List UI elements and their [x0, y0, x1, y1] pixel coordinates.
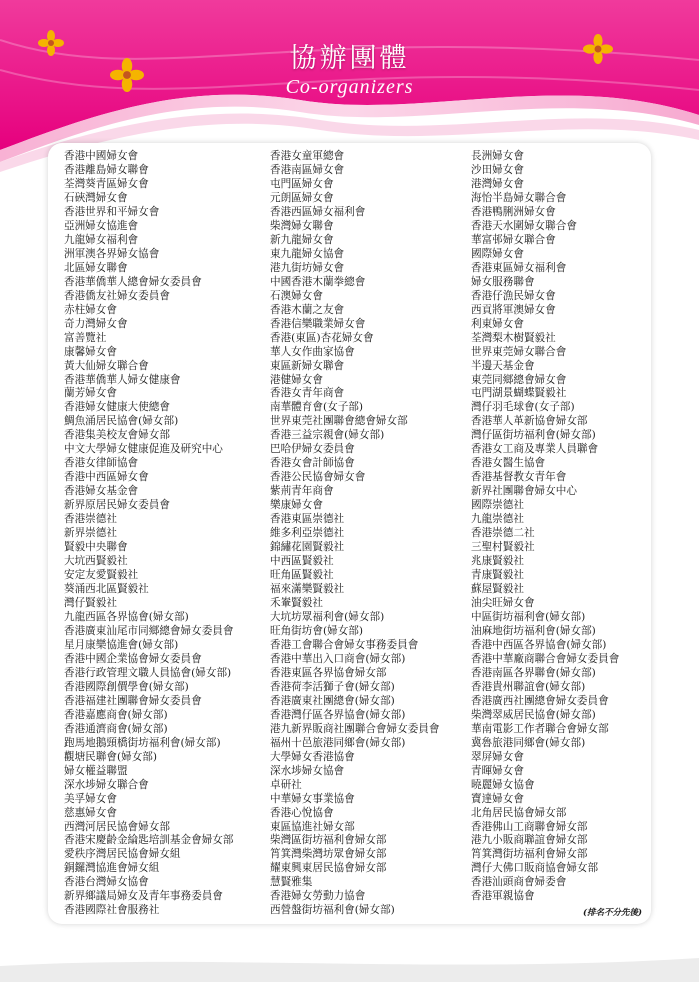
organizer-name: 黃大仙婦女聯合會: [64, 359, 149, 372]
organizer-name: 石硤灣婦女會: [64, 191, 128, 204]
organizer-name: 香港僑友社婦女委員會: [64, 289, 170, 302]
organizer-name: 港健婦女會: [270, 373, 323, 386]
organizer-name: 香港華僑華人總會婦女委員會: [64, 275, 202, 288]
organizer-name: 新九龍婦女會: [270, 233, 334, 246]
organizer-name: 柴灣翠威居民協會(婦女部): [471, 708, 596, 721]
organizer-name: 香港集美校友會婦女部: [64, 429, 170, 442]
organizer-name: 香港廣西社團總會婦女委員會: [471, 694, 609, 707]
organizer-name: 香港婦女勞動力協會: [270, 890, 366, 903]
page-title-zh: 協辦團體: [289, 43, 410, 74]
organizer-name: 港九街坊婦女會: [270, 261, 345, 274]
organizer-name: 九龍婦女福利會: [64, 233, 139, 246]
organizer-name: 鯛魚涌居民協會(婦女部): [64, 415, 179, 428]
organizer-name: 慧賢雅集: [270, 876, 313, 889]
organizer-name: 華人女作曲家協會: [270, 345, 355, 358]
organizer-name: 灣仔大佛口販商協會婦女部: [471, 862, 599, 875]
organizer-name: 錦繡花園賢毅社: [270, 541, 345, 554]
organizer-name: 大坑坊眾福利會(婦女部): [270, 610, 385, 623]
organizer-name: 香港女童軍總會: [270, 150, 345, 162]
organizer-name: 香港汕頭商會婦委會: [471, 876, 567, 889]
organizer-name: 深水埗婦女聯合會: [64, 778, 149, 791]
organizer-name: 南華體育會(女子部): [270, 401, 364, 414]
organizer-name: 華富邨婦女聯合會: [471, 233, 556, 246]
organizer-name: 觀塘民聯會(婦女部): [64, 750, 158, 763]
organizer-name: 中區街坊福利會(婦女部): [471, 610, 586, 623]
organizer-name: 元朗區婦女會: [270, 191, 334, 204]
organizer-name: 蘇屋賢毅社: [471, 583, 524, 596]
organizer-name: 香港華僑華人婦女健康會: [64, 373, 181, 386]
organizer-name: 康馨婦女會: [64, 345, 117, 358]
organizer-name: 香港廣東汕尾市同鄉總會婦女委員會: [64, 624, 234, 637]
organizer-name: 東區新婦女聯會: [270, 359, 345, 372]
organizer-name: 旺角街坊會(婦女部): [270, 624, 364, 637]
organizer-name: 新界崇德社: [64, 527, 117, 540]
organizer-name: 新界原居民婦女委員會: [64, 499, 170, 512]
page-title-en: Co-organizers: [285, 76, 414, 98]
organizer-name: 香港天水圍婦女聯合會: [471, 219, 577, 232]
organizer-name: 大坑西賢毅社: [64, 555, 128, 568]
organizer-name: 灣仔區街坊福利會(婦女部): [471, 429, 596, 442]
organizer-name: 曉麗婦女協會: [471, 778, 535, 791]
organizer-name: 安定友愛賢毅社: [64, 569, 139, 582]
organizer-name: 海怡半島婦女聯合會: [471, 191, 567, 204]
organizer-name: 中西區賢毅社: [270, 555, 334, 568]
organizer-name: 樂康婦女會: [270, 499, 323, 512]
organizer-name: 世界東莞社團聯會總會婦女部: [270, 415, 408, 428]
organizer-name: 香港女青年商會: [270, 387, 345, 400]
organizer-name: 香港通濟商會(婦女部): [64, 722, 168, 735]
organizer-name: 油尖旺婦女會: [471, 597, 535, 609]
organizer-name: 筲箕灣街坊福利會婦女部: [471, 848, 588, 861]
organizer-name: 東九龍婦女協會: [270, 247, 345, 260]
organizer-name: 婦女權益聯盟: [64, 764, 128, 777]
organizer-name: 北角居民協會婦女部: [471, 806, 567, 819]
organizer-name: 九龍西區各界協會(婦女部): [64, 610, 189, 623]
organizer-name: 香港仔漁民婦女會: [471, 289, 556, 302]
organizer-name: 翠屏婦女會: [471, 750, 524, 763]
organizer-name: 石澳婦女會: [270, 289, 323, 302]
organizer-name: 港灣婦女會: [471, 177, 524, 190]
organizer-name: 灣仔賢毅社: [64, 597, 117, 609]
organizer-name: 香港鴨脷洲婦女會: [471, 205, 556, 218]
organizer-name: 愛秩序灣居民協會婦女組: [64, 848, 181, 861]
organizer-name: 世界東莞婦女聯合會: [471, 345, 567, 358]
organizer-name: 國際崇德社: [471, 499, 524, 512]
organizer-name: 慈惠婦女會: [64, 806, 117, 819]
organizer-name: 香港南區各界聯會(婦女部): [471, 666, 596, 679]
organizer-name: 香港中西區婦女會: [64, 471, 149, 484]
organizer-name: 香港崇德二社: [471, 527, 535, 540]
organizer-name: 葵涌西北區賢毅社: [64, 583, 149, 596]
organizer-name: 香港國際社會服務社: [64, 904, 160, 917]
organizer-name: 香港中國婦女會: [64, 150, 139, 162]
organizer-name: 屯門湖景蝴蝶賢毅社: [471, 387, 567, 400]
organizer-name: 西貢將軍澳婦女會: [471, 303, 556, 316]
organizer-name: 香港中西區各界協會(婦女部): [471, 638, 607, 651]
organizer-name: 香港軍親協會: [471, 890, 535, 903]
organizer-name: 香港東區各界協會婦女部: [270, 666, 387, 679]
organizer-name: 華南電影工作者聯合會婦女部: [471, 722, 609, 735]
organizer-name: 灣仔羽毛球會(女子部): [471, 401, 575, 414]
organizer-name: 香港西區婦女福利會: [270, 205, 366, 218]
footer-wave: [0, 952, 699, 982]
organizer-name: 香港台灣婦女協會: [64, 876, 149, 889]
organizer-name: 香港離島婦女聯會: [64, 163, 149, 176]
organizer-name: 亞洲婦女協進會: [64, 219, 139, 232]
organizer-name: 銅鑼灣協進會婦女組: [64, 862, 160, 875]
organizer-name: 賢毅中央聯會: [64, 541, 128, 554]
organizer-name: 香港木蘭之友會: [270, 303, 345, 316]
organizer-name: 寶達婦女會: [471, 792, 524, 805]
organizer-name: 紫荊青年商會: [270, 485, 334, 498]
organizer-name: 北區婦女聯會: [64, 261, 128, 274]
organizer-name: 香港東區崇德社: [270, 513, 345, 526]
organizer-name: 深水埗婦女協會: [270, 764, 345, 777]
organizer-name: 香港南區婦女會: [270, 163, 345, 176]
organizer-name: 香港福建社團聯會婦女委員會: [64, 694, 202, 707]
organizer-name: 香港宋慶齡金綸匙培訓基金會婦女部: [64, 834, 234, 847]
organizer-name: 香港行政管理文職人員協會(婦女部): [64, 666, 232, 679]
ordering-note: (排名不分先後): [582, 908, 642, 918]
organizer-name: 新界鄉議局婦女及青年事務委員會: [64, 890, 223, 903]
organizer-name: 香港三益宗親會(婦女部): [270, 429, 385, 442]
organizer-name: 香港佛山工商聯會婦女部: [471, 820, 588, 833]
organizer-name: 婦女服務聯會: [471, 275, 535, 288]
organizer-name: 星月康樂協進會(婦女部): [64, 638, 179, 651]
organizer-name: 沙田婦女會: [471, 163, 524, 176]
organizer-name: 香港基督教女青年會: [471, 471, 567, 484]
organizer-name: 香港心悅協會: [270, 806, 334, 819]
organizer-name: 香港婦女健康大使總會: [64, 401, 170, 414]
organizer-name: 奇力灣婦女會: [64, 317, 128, 330]
organizer-name: 洲軍澳各界婦女協會: [64, 247, 160, 260]
organizer-name: 中華婦女事業協會: [270, 792, 355, 805]
organizer-name: 新界社團聯會婦女中心: [471, 485, 577, 498]
organizer-name: 香港公民協會婦女會: [270, 471, 366, 484]
organizer-name: 中文大學婦女健康促進及研究中心: [64, 443, 223, 456]
organizer-name: 香港工會聯合會婦女事務委員會: [270, 638, 419, 651]
organizer-name: 香港女會計師協會: [270, 457, 355, 470]
organizer-name: 耀東興東居民協會婦女部: [270, 862, 387, 875]
organizer-name: 旺角區賢毅社: [270, 569, 334, 582]
organizer-name: 維多利亞崇德社: [270, 527, 345, 540]
organizer-name: 中國香港木蘭拳總會: [270, 275, 366, 288]
organizer-name: 長洲婦女會: [471, 150, 524, 162]
organizer-name: 香港華人革新協會婦女部: [471, 415, 588, 428]
organizer-name: 荃灣葵青區婦女會: [64, 177, 149, 190]
organizer-name: 香港中華出入口商會(婦女部): [270, 652, 406, 665]
organizer-name: 半邊天基金會: [471, 359, 535, 372]
organizer-name: 香港中國企業協會婦女委員會: [64, 652, 202, 665]
organizer-name: 福州十邑旅港同鄉會(婦女部): [270, 736, 406, 749]
organizer-name: 香港東區婦女福利會: [471, 261, 567, 274]
organizer-name: 東區協進社婦女部: [270, 820, 355, 833]
organizer-name: 港九新界販商社團聯合會婦女委員會: [270, 722, 440, 735]
organizer-name: 柴灣婦女聯會: [270, 219, 334, 232]
organizer-name: 利東婦女會: [471, 317, 524, 330]
organizer-name: 香港(東區)杏花婦女會: [270, 331, 374, 344]
organizer-name: 香港廣東社團總會(婦女部): [270, 694, 395, 707]
organizer-name: 香港荷李活獅子會(婦女部): [270, 680, 395, 693]
organizer-name: 西灣河居民協會婦女部: [64, 820, 170, 833]
organizer-name: 香港信樂職業婦女會: [270, 317, 366, 330]
organizer-name: 福來滿樂賢毅社: [270, 583, 345, 596]
organizer-name: 國際婦女會: [471, 247, 524, 260]
organizer-name: 卓研社: [270, 778, 302, 791]
organizer-name: 美孚婦女會: [64, 792, 117, 805]
organizer-name: 香港貴州聯誼會(婦女部): [471, 680, 586, 693]
organizer-name: 九龍崇德社: [471, 513, 524, 526]
organizer-name: 巴哈伊婦女委員會: [270, 443, 355, 456]
organizer-name: 油麻地街坊福利會(婦女部): [471, 624, 596, 637]
organizer-name: 冀魯旅港同鄉會(婦女部): [471, 736, 586, 749]
organizer-name: 香港國際創價學會(婦女部): [64, 680, 189, 693]
organizer-name: 香港灣仔區各界協會(婦女部): [270, 708, 406, 721]
organizer-name: 香港嘉應商會(婦女部): [64, 708, 168, 721]
organizer-name: 三聖村賢毅社: [471, 541, 535, 554]
organizer-name: 禾輋賢毅社: [270, 597, 323, 609]
organizer-name: 富善覽社: [64, 331, 107, 344]
organizer-name: 香港世界和平婦女會: [64, 205, 160, 218]
organizer-name: 東莞同鄉總會婦女會: [471, 373, 567, 386]
organizer-name: 赤柱婦女會: [64, 303, 117, 316]
organizer-name: 柴灣區街坊福利會婦女部: [270, 834, 387, 847]
organizer-name: 香港崇德社: [64, 513, 117, 526]
organizer-name: 香港女律師協會: [64, 457, 139, 470]
organizer-name: 筲箕灣柴灣坊眾會婦女部: [270, 848, 387, 861]
organizer-name: 青康賢毅社: [471, 569, 524, 582]
organizer-column-1: [64, 150, 234, 918]
organizer-name: 港九小販商聯誼會婦女部: [471, 834, 588, 847]
organizer-name: 荃灣梨木樹賢毅社: [471, 331, 556, 344]
organizer-column-3: [471, 150, 619, 904]
organizer-name: 香港女工商及專業人員聯會: [471, 443, 599, 456]
organizer-name: 跑馬地鵝頸橋街坊福利會(婦女部): [64, 736, 221, 749]
organizer-column-2: [270, 150, 440, 918]
organizer-name: 香港女醫生協會: [471, 457, 546, 470]
organizer-name: 青暉婦女會: [471, 764, 524, 777]
organizer-name: 香港中華廠商聯合會婦女委員會: [471, 652, 620, 665]
organizer-name: 蘭芳婦女會: [64, 387, 117, 400]
organizer-name: 西營盤街坊福利會(婦女部): [270, 904, 395, 917]
organizer-name: 香港婦女基金會: [64, 485, 139, 498]
organizer-name: 大學婦女香港協會: [270, 750, 355, 763]
organizer-name: 屯門區婦女會: [270, 177, 334, 190]
organizer-name: 兆康賢毅社: [471, 555, 524, 568]
